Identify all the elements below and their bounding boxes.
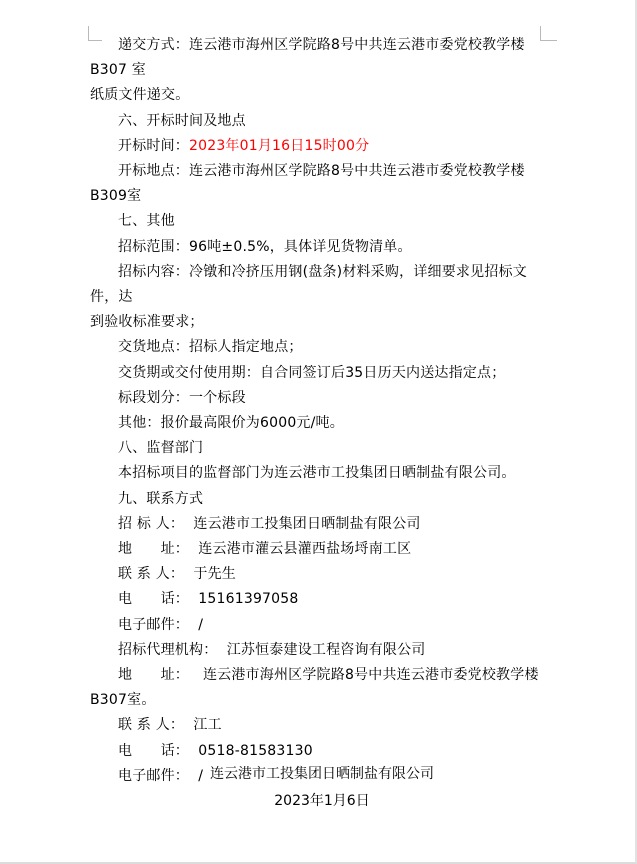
document-line bbox=[90, 638, 554, 663]
text-segment: 招标范围：96吨±0.5%，具体详见货物清单。 bbox=[118, 238, 412, 255]
text-segment: 九、联系方式 bbox=[118, 490, 204, 507]
text-segment: 七、其他 bbox=[118, 213, 175, 230]
text-segment: 地 址： 连云港市灌云县灌西盐场埒南工区 bbox=[118, 541, 412, 558]
document-line bbox=[90, 562, 554, 587]
text-segment: 递交方式：连云港市海州区学院路8号中共连云港市委党校教学楼 B307 室 bbox=[90, 37, 530, 79]
text-segment: 开标地点：连云港市海州区学院路8号中共连云港市委党校教学楼B309室 bbox=[90, 163, 525, 205]
document-footer bbox=[90, 762, 554, 814]
document-line bbox=[90, 109, 554, 134]
document-line bbox=[90, 310, 554, 335]
text-segment: 招标内容：冷镦和冷挤压用钢(盘条)材料采购，详细要求见招标文件，达 bbox=[90, 263, 527, 306]
text-segment: 到验收标准要求； bbox=[90, 314, 204, 331]
text-segment: 开标时间： bbox=[118, 137, 189, 154]
document-line bbox=[90, 33, 554, 83]
document-line bbox=[90, 386, 554, 411]
document-line bbox=[90, 537, 554, 562]
document-line bbox=[90, 487, 554, 512]
document-line bbox=[90, 83, 554, 108]
document-line bbox=[90, 209, 554, 234]
text-segment: 本招标项目的监督部门为连云港市工投集团日晒制盐有限公司。 bbox=[118, 465, 516, 482]
text-segment: 六、开标时间及地点 bbox=[118, 112, 246, 129]
footer-company-name: 连云港市工投集团日晒制盐有限公司 bbox=[210, 766, 434, 782]
document-line bbox=[90, 436, 554, 461]
document-line bbox=[90, 739, 554, 764]
text-segment: 纸质文件递交。 bbox=[90, 87, 190, 104]
text-segment: 电子邮件： / bbox=[118, 616, 204, 633]
document-body bbox=[90, 33, 554, 789]
document-line bbox=[90, 613, 554, 638]
text-segment: 招标代理机构： 江苏恒泰建设工程咨询有限公司 bbox=[118, 641, 426, 658]
document-line bbox=[90, 134, 554, 159]
document-line bbox=[90, 512, 554, 537]
document-line bbox=[90, 361, 554, 386]
text-segment: 电 话： 15161397058 bbox=[118, 591, 299, 608]
text-segment: 电子邮件： / bbox=[118, 767, 204, 784]
text-segment: 标段划分：一个标段 bbox=[118, 389, 246, 406]
text-segment: 八、监督部门 bbox=[118, 440, 204, 457]
document-line bbox=[90, 159, 554, 209]
text-segment: 联 系 人： 于先生 bbox=[118, 566, 237, 583]
footer-date: 2023年1月6日 bbox=[274, 793, 370, 809]
document-line bbox=[90, 235, 554, 260]
text-segment: 地 址： 连云港市海州区学院路8号中共连云港市委党校教学楼B307室。 bbox=[90, 667, 539, 709]
document-line bbox=[90, 713, 554, 738]
document-line bbox=[90, 411, 554, 436]
document-line bbox=[90, 260, 554, 310]
document-line bbox=[90, 587, 554, 612]
text-segment: 交货期或交付使用期：自合同签订后35日历天内送达指定点； bbox=[118, 364, 506, 381]
text-segment: 联 系 人： 江工 bbox=[118, 717, 222, 734]
highlighted-red-text: 2023年01月16日15时00分 bbox=[189, 137, 370, 154]
text-segment: 其他：报价最高限价为6000元/吨。 bbox=[118, 415, 344, 432]
text-segment: 招 标 人： 连云港市工投集团日晒制盐有限公司 bbox=[118, 515, 421, 532]
text-segment: 交货地点：招标人指定地点； bbox=[118, 339, 303, 356]
document-line bbox=[90, 663, 554, 713]
document-line bbox=[90, 461, 554, 486]
text-segment: 电 话： 0518-81583130 bbox=[118, 742, 313, 759]
document-line bbox=[90, 335, 554, 360]
